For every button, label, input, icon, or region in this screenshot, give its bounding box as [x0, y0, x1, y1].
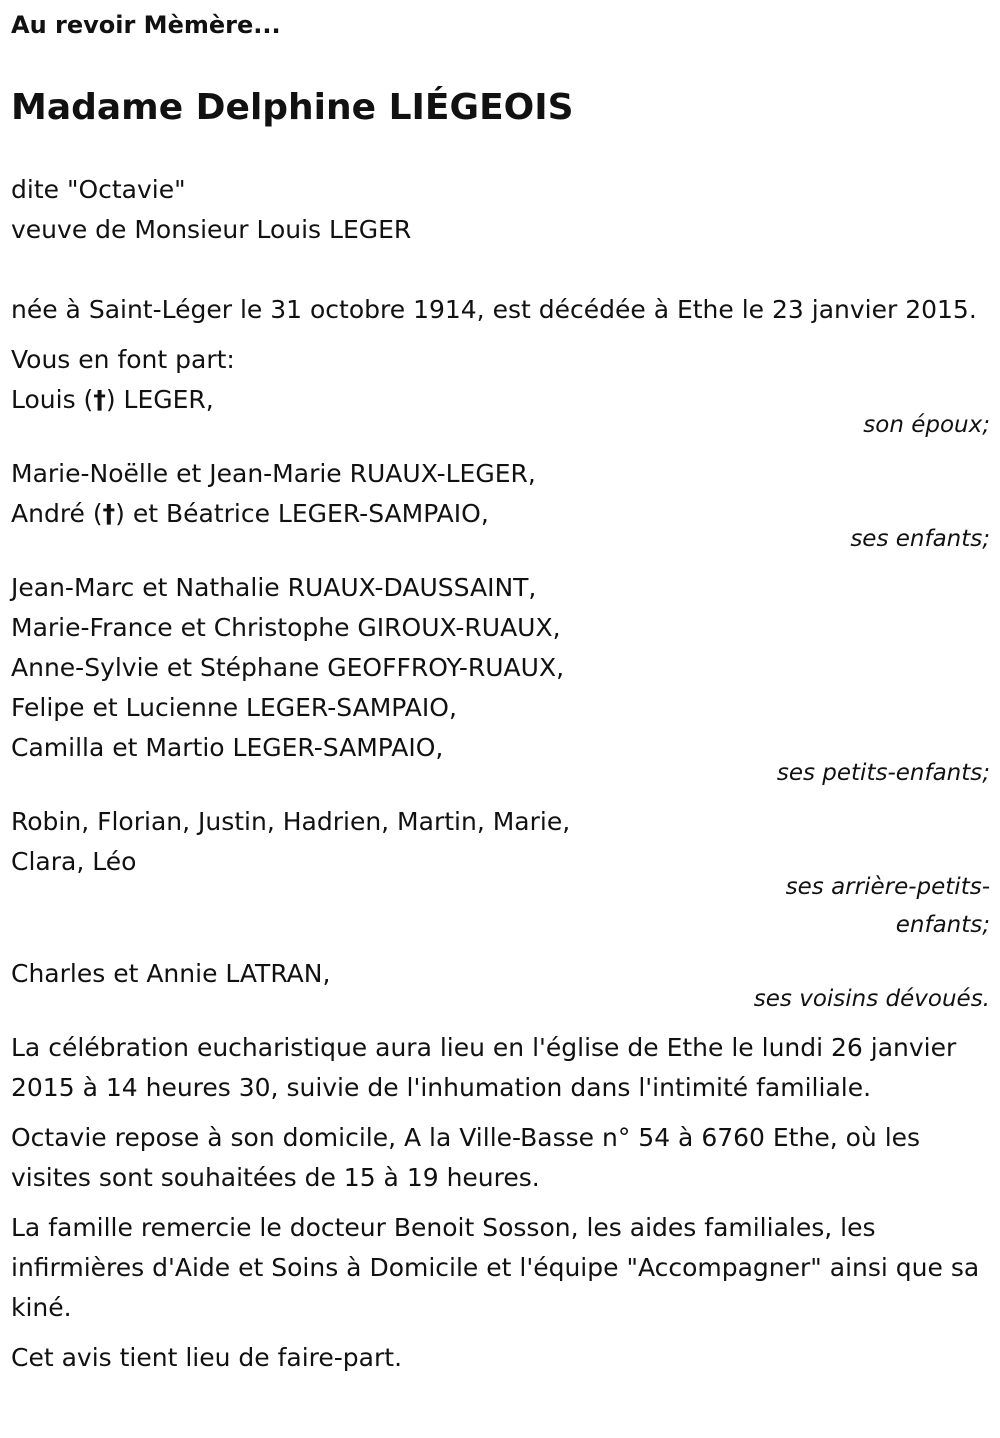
family-member-line: Camilla et Martio LEGER-SAMPAIO,: [11, 733, 444, 762]
thanks-text: La famille remercie le docteur Benoit Sosson, les aides familiales, les infirmières d'Aide et Soins à Domicile et l'équipe "Accompagner" ainsi que sa kiné.: [11, 1213, 980, 1322]
family-group-children: [11, 454, 990, 558]
family-member-line: Marie-Noëlle et Jean-Marie RUAUX-LEGER,: [11, 459, 536, 488]
family-member-line: Felipe et Lucienne LEGER-SAMPAIO,: [11, 693, 457, 722]
family-role-label: ses enfants;: [850, 526, 990, 552]
family-role-label: son époux;: [863, 412, 990, 438]
deceased-name: Madame Delphine LIÉGEOIS: [11, 87, 574, 128]
family-group-spouse: [11, 380, 990, 444]
family-member-line: André (†) et Béatrice LEGER-SAMPAIO,: [11, 499, 489, 528]
cross-icon: †: [102, 499, 116, 528]
announcement-intro: Vous en font part:: [11, 345, 235, 374]
family-role-label: ses petits-enfants;: [776, 760, 990, 786]
identity-block: [11, 170, 990, 250]
family-group-grandchildren: [11, 568, 990, 792]
ceremony-text: La célébration eucharistique aura lieu en l'église de Ethe le lundi 26 janvier 2015 à 14 heures 30, suivie de l'inhumation dans l'intimité familiale.: [11, 1033, 957, 1102]
family-member-line: Robin, Florian, Justin, Hadrien, Martin, Marie,: [11, 807, 571, 836]
nickname: dite "Octavie": [11, 175, 186, 204]
birth-death-block: [11, 290, 990, 330]
family-member-line: Clara, Léo: [11, 847, 137, 876]
family-member-line: Louis (†) LEGER,: [11, 385, 214, 414]
family-role-label: ses arrière-petits-enfants;: [785, 874, 990, 938]
family-role-label: ses voisins dévoués.: [753, 986, 990, 1012]
announcement-block: [11, 340, 990, 1018]
visitation-text: Octavie repose à son domicile, A la Ville-Basse n° 54 à 6760 Ethe, où les visites sont souhaitées de 15 à 19 heures.: [11, 1123, 921, 1192]
farewell-kicker: Au revoir Mèmère...: [11, 11, 281, 39]
family-member-line: Charles et Annie LATRAN,: [11, 959, 331, 988]
family-member-line: Jean-Marc et Nathalie RUAUX-DAUSSAINT,: [11, 573, 537, 602]
widow-of: veuve de Monsieur Louis LEGER: [11, 215, 412, 244]
family-member-line: Marie-France et Christophe GIROUX-RUAUX,: [11, 613, 561, 642]
family-group-great-grandchildren: [11, 802, 990, 944]
cross-icon: †: [93, 385, 106, 414]
birth-death-text: née à Saint-Léger le 31 octobre 1914, est décédée à Ethe le 23 janvier 2015.: [11, 295, 977, 324]
family-member-line: Anne-Sylvie et Stéphane GEOFFROY-RUAUX,: [11, 653, 565, 682]
family-group-neighbours: [11, 954, 990, 1018]
closing-text: Cet avis tient lieu de faire-part.: [11, 1343, 403, 1372]
